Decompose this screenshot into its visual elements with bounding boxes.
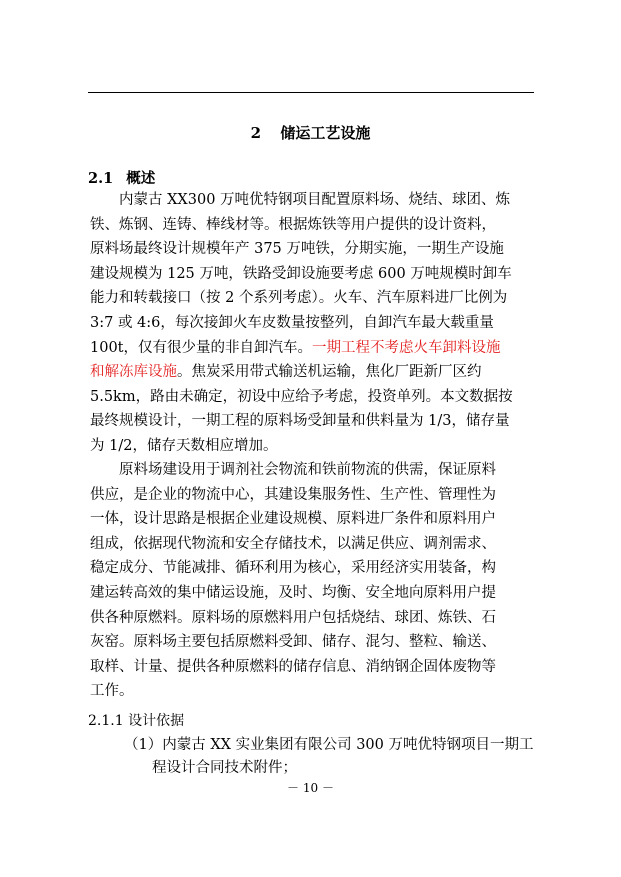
text-line <box>90 360 530 385</box>
section-title: 概述 <box>126 170 156 187</box>
page-number: － 10 － <box>287 781 334 795</box>
text-line <box>124 734 534 757</box>
text-line: 能力和转载接口（按 2 个系列考虑）。火车、汽车原料进厂比例为 <box>90 290 508 307</box>
highlighted-text: 和解冻库设施 <box>90 364 177 381</box>
text-line: 供各种原燃料。原料场的原燃料用户包括烧结、球团、炼铁、石 <box>90 609 496 626</box>
subsection-title: 设计依据 <box>128 713 185 729</box>
text-line: 组成，依据现代物流和安全存储技术，以满足供应、调剂需求、 <box>90 535 496 552</box>
chapter-number: 2 <box>250 124 262 142</box>
text-line: 最终规模设计，一期工程的原料场受卸量和供料量为 1/3，储存量 <box>90 413 510 430</box>
subsection-heading <box>88 710 184 730</box>
list-item <box>124 734 534 780</box>
text-line: 铁、炼钢、连铸、棒线材等。根据炼铁等用户提供的设计资料， <box>90 216 496 233</box>
chapter-title: 储运工艺设施 <box>280 124 371 142</box>
text-line: 为 1/2，储存天数相应增加。 <box>90 437 278 454</box>
text-line <box>90 336 530 361</box>
list-marker: （1） <box>124 737 163 753</box>
paragraph-overview <box>90 188 530 459</box>
text-line: 5.5km，路由未确定，初设中应给予考虑，投资单列。本文数据按 <box>90 388 513 405</box>
text-line: 原料场建设用于调剂社会物流和铁前物流的供需，保证原料 <box>90 462 496 478</box>
text-line: 内蒙古 XX300 万吨优特钢项目配置原料场、烧结、球团、炼 <box>90 192 511 208</box>
text-line: 稳定成分、节能减排、循环利用为核心，采用经济实用装备，构 <box>90 560 496 577</box>
paragraph-purpose <box>90 458 530 704</box>
text-line: 工作。 <box>90 683 134 700</box>
text-segment: 。焦炭采用带式输送机运输，焦化厂距新厂区约 <box>177 364 482 381</box>
text-line: 建运转高效的集中储运设施，及时、均衡、安全地向原料用户提 <box>90 584 496 601</box>
text-line: 原料场最终设计规模年产 375 万吨铁，分期实施，一期生产设施 <box>90 241 504 258</box>
text-segment: 100t，仅有很少量的非自卸汽车。 <box>90 339 313 356</box>
subsection-number: 2.1.1 <box>88 713 124 729</box>
text-line: 3:7 或 4:6，每次接卸火车皮数量按整列，自卸汽车最大载重量 <box>90 314 494 331</box>
text-line: 供应，是企业的物流中心，其建设集服务性、生产性、管理性为 <box>90 486 496 503</box>
header-rule <box>88 92 534 93</box>
section-number: 2.1 <box>88 170 114 187</box>
text-line: 一体，设计思路是根据企业建设规模、原料进厂条件和原料用户 <box>90 511 496 528</box>
text-line: 灰窑。原料场主要包括原燃料受卸、储存、混匀、整粒、输送、 <box>90 634 496 651</box>
text-segment: 内蒙古 XX 实业集团有限公司 300 万吨优特钢项目一期工 <box>162 737 534 753</box>
highlighted-text: 一期工程不考虑火车卸料设施 <box>312 339 501 356</box>
text-line: 建设规模为 125 万吨，铁路受卸设施要考虑 600 万吨规模时卸车 <box>90 265 512 282</box>
section-heading <box>88 167 155 188</box>
text-line: 取样、计量、提供各种原燃料的储存信息、消纳钢企固体废物等 <box>90 658 496 675</box>
chapter-heading <box>0 122 621 143</box>
text-line: 程设计合同技术附件； <box>152 760 297 776</box>
